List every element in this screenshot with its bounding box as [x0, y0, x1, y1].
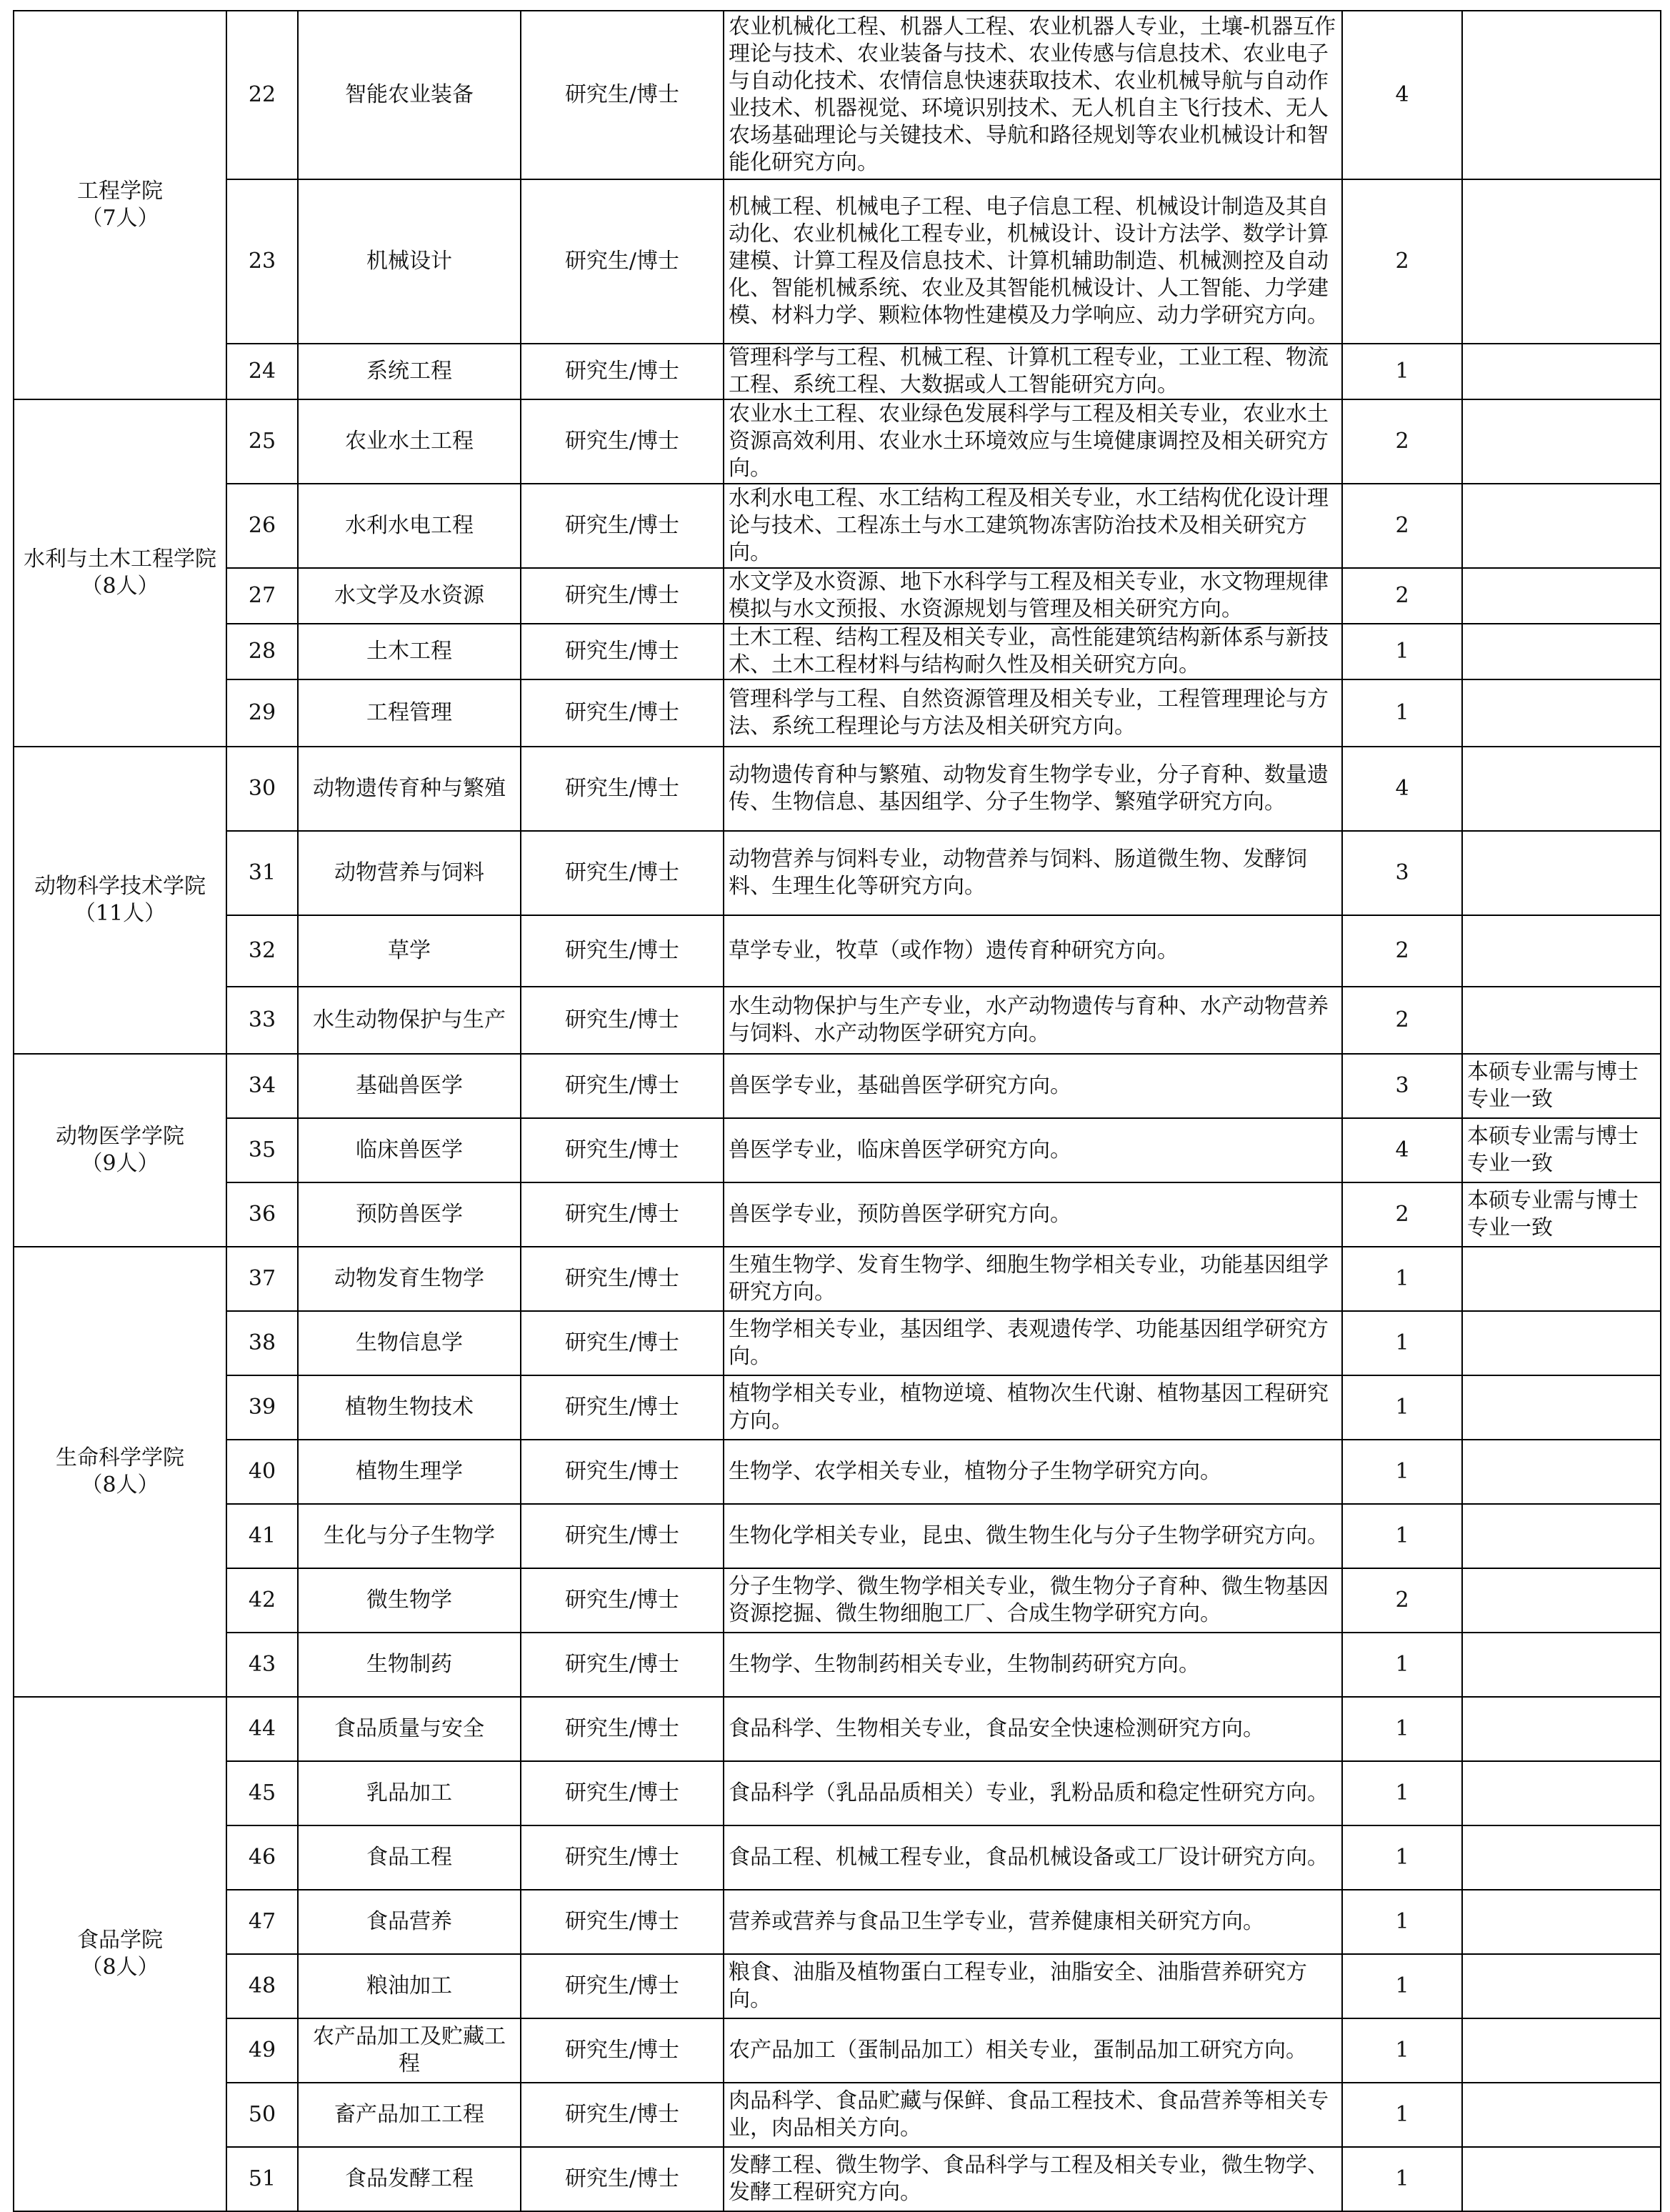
college-count: （8人） — [81, 1473, 159, 1498]
row-number-cell: 43 — [226, 1633, 298, 1697]
requirement-cell: 生物学、生物制药相关专业，生物制药研究方向。 — [724, 1633, 1342, 1697]
row-number-cell: 32 — [226, 915, 298, 987]
note-cell — [1462, 1375, 1661, 1440]
quota-cell: 1 — [1342, 1954, 1462, 2018]
major-cell: 草学 — [298, 915, 521, 987]
degree-cell: 研究生/博士 — [521, 1761, 724, 1825]
note-cell — [1462, 344, 1661, 399]
row-number-cell: 44 — [226, 1697, 298, 1761]
requirement-cell: 生物学、农学相关专业，植物分子生物学研究方向。 — [724, 1440, 1342, 1504]
table-row — [14, 987, 1661, 1054]
table-row — [14, 344, 1661, 399]
table-row — [14, 915, 1661, 987]
row-number-cell: 51 — [226, 2147, 298, 2211]
quota-cell: 1 — [1342, 1504, 1462, 1568]
major-cell: 预防兽医学 — [298, 1182, 521, 1247]
table-row — [14, 11, 1661, 179]
major-cell: 食品营养 — [298, 1890, 521, 1954]
requirement-cell: 草学专业，牧草（或作物）遗传育种研究方向。 — [724, 915, 1342, 987]
table-row — [14, 1954, 1661, 2018]
degree-cell: 研究生/博士 — [521, 2083, 724, 2147]
degree-cell: 研究生/博士 — [521, 624, 724, 679]
note-cell: 本硕专业需与博士专业一致 — [1462, 1054, 1661, 1118]
table-row — [14, 831, 1661, 915]
table-row — [14, 1118, 1661, 1182]
table-row — [14, 484, 1661, 568]
requirement-cell: 水生动物保护与生产专业，水产动物遗传与育种、水产动物营养与饲料、水产动物医学研究方向。 — [724, 987, 1342, 1054]
degree-cell: 研究生/博士 — [521, 1633, 724, 1697]
quota-cell: 2 — [1342, 1182, 1462, 1247]
college-cell — [14, 399, 226, 747]
note-cell — [1462, 1504, 1661, 1568]
note-cell — [1462, 1311, 1661, 1375]
table-row — [14, 1633, 1661, 1697]
major-cell: 系统工程 — [298, 344, 521, 399]
major-cell: 智能农业装备 — [298, 11, 521, 179]
college-name: 生命科学学院 — [56, 1445, 184, 1470]
table-row — [14, 1054, 1661, 1118]
row-number-cell: 29 — [226, 679, 298, 747]
table-row — [14, 1825, 1661, 1890]
row-number-cell: 31 — [226, 831, 298, 915]
college-count: （8人） — [81, 574, 159, 599]
major-cell: 食品工程 — [298, 1825, 521, 1890]
college-count: （9人） — [81, 1151, 159, 1176]
table-row — [14, 1247, 1661, 1311]
quota-cell: 1 — [1342, 1761, 1462, 1825]
quota-cell: 1 — [1342, 2147, 1462, 2211]
table-row — [14, 568, 1661, 624]
note-cell — [1462, 915, 1661, 987]
degree-cell: 研究生/博士 — [521, 1182, 724, 1247]
major-cell: 生物信息学 — [298, 1311, 521, 1375]
college-name: 工程学院 — [77, 179, 163, 204]
table-row — [14, 2018, 1661, 2083]
row-number-cell: 38 — [226, 1311, 298, 1375]
table-row — [14, 1504, 1661, 1568]
degree-cell: 研究生/博士 — [521, 568, 724, 624]
note-cell — [1462, 624, 1661, 679]
major-cell: 土木工程 — [298, 624, 521, 679]
quota-cell: 2 — [1342, 568, 1462, 624]
note-cell — [1462, 1247, 1661, 1311]
requirement-cell: 肉品科学、食品贮藏与保鲜、食品工程技术、食品营养等相关专业，肉品相关方向。 — [724, 2083, 1342, 2147]
degree-cell: 研究生/博士 — [521, 915, 724, 987]
degree-cell: 研究生/博士 — [521, 1697, 724, 1761]
degree-cell: 研究生/博士 — [521, 399, 724, 484]
quota-cell: 1 — [1342, 679, 1462, 747]
degree-cell: 研究生/博士 — [521, 1118, 724, 1182]
table-row — [14, 1440, 1661, 1504]
note-cell — [1462, 399, 1661, 484]
degree-cell: 研究生/博士 — [521, 1954, 724, 2018]
note-cell — [1462, 679, 1661, 747]
major-cell: 乳品加工 — [298, 1761, 521, 1825]
note-cell — [1462, 484, 1661, 568]
note-cell — [1462, 747, 1661, 831]
row-number-cell: 27 — [226, 568, 298, 624]
college-cell — [14, 11, 226, 399]
major-cell: 生物制药 — [298, 1633, 521, 1697]
table-row — [14, 1182, 1661, 1247]
major-cell: 动物营养与饲料 — [298, 831, 521, 915]
note-cell — [1462, 568, 1661, 624]
quota-cell: 3 — [1342, 831, 1462, 915]
college-cell — [14, 1247, 226, 1697]
college-count: （11人） — [74, 901, 166, 926]
table-row — [14, 1890, 1661, 1954]
row-number-cell: 42 — [226, 1568, 298, 1633]
requirement-cell: 发酵工程、微生物学、食品科学与工程及相关专业，微生物学、发酵工程研究方向。 — [724, 2147, 1342, 2211]
college-cell — [14, 1697, 226, 2211]
requirement-cell: 土木工程、结构工程及相关专业，高性能建筑结构新体系与新技术、土木工程材料与结构耐久性及相关研究方向。 — [724, 624, 1342, 679]
quota-cell: 2 — [1342, 484, 1462, 568]
note-cell — [1462, 1440, 1661, 1504]
requirement-cell: 生殖生物学、发育生物学、细胞生物学相关专业，功能基因组学研究方向。 — [724, 1247, 1342, 1311]
row-number-cell: 33 — [226, 987, 298, 1054]
table-row — [14, 2147, 1661, 2211]
recruitment-table — [13, 10, 1661, 2212]
row-number-cell: 24 — [226, 344, 298, 399]
row-number-cell: 49 — [226, 2018, 298, 2083]
quota-cell: 1 — [1342, 1633, 1462, 1697]
quota-cell: 4 — [1342, 11, 1462, 179]
degree-cell: 研究生/博士 — [521, 179, 724, 344]
major-cell: 基础兽医学 — [298, 1054, 521, 1118]
quota-cell: 2 — [1342, 915, 1462, 987]
quota-cell: 4 — [1342, 1118, 1462, 1182]
quota-cell: 1 — [1342, 1375, 1462, 1440]
row-number-cell: 23 — [226, 179, 298, 344]
note-cell — [1462, 11, 1661, 179]
requirement-cell: 生物学相关专业，基因组学、表观遗传学、功能基因组学研究方向。 — [724, 1311, 1342, 1375]
requirement-cell: 生物化学相关专业，昆虫、微生物生化与分子生物学研究方向。 — [724, 1504, 1342, 1568]
table-row — [14, 1311, 1661, 1375]
major-cell: 动物遗传育种与繁殖 — [298, 747, 521, 831]
requirement-cell: 兽医学专业，临床兽医学研究方向。 — [724, 1118, 1342, 1182]
major-cell: 食品发酵工程 — [298, 2147, 521, 2211]
major-cell: 临床兽医学 — [298, 1118, 521, 1182]
degree-cell: 研究生/博士 — [521, 2147, 724, 2211]
quota-cell: 2 — [1342, 987, 1462, 1054]
table-row — [14, 179, 1661, 344]
major-cell: 生化与分子生物学 — [298, 1504, 521, 1568]
table-row — [14, 2083, 1661, 2147]
row-number-cell: 50 — [226, 2083, 298, 2147]
major-cell: 微生物学 — [298, 1568, 521, 1633]
requirement-cell: 水文学及水资源、地下水科学与工程及相关专业，水文物理规律模拟与水文预报、水资源规划与管理及相关研究方向。 — [724, 568, 1342, 624]
degree-cell: 研究生/博士 — [521, 1568, 724, 1633]
note-cell: 本硕专业需与博士专业一致 — [1462, 1182, 1661, 1247]
row-number-cell: 37 — [226, 1247, 298, 1311]
table-row — [14, 399, 1661, 484]
note-cell — [1462, 1890, 1661, 1954]
quota-cell: 4 — [1342, 747, 1462, 831]
requirement-cell: 兽医学专业，基础兽医学研究方向。 — [724, 1054, 1342, 1118]
quota-cell: 1 — [1342, 1440, 1462, 1504]
degree-cell: 研究生/博士 — [521, 831, 724, 915]
row-number-cell: 46 — [226, 1825, 298, 1890]
row-number-cell: 45 — [226, 1761, 298, 1825]
row-number-cell: 41 — [226, 1504, 298, 1568]
requirement-cell: 水利水电工程、水工结构工程及相关专业，水工结构优化设计理论与技术、工程冻土与水工建筑物冻害防治技术及相关研究方向。 — [724, 484, 1342, 568]
note-cell — [1462, 1825, 1661, 1890]
major-cell: 植物生物技术 — [298, 1375, 521, 1440]
degree-cell: 研究生/博士 — [521, 747, 724, 831]
requirement-cell: 食品科学（乳品品质相关）专业，乳粉品质和稳定性研究方向。 — [724, 1761, 1342, 1825]
note-cell: 本硕专业需与博士专业一致 — [1462, 1118, 1661, 1182]
degree-cell: 研究生/博士 — [521, 1311, 724, 1375]
note-cell — [1462, 1568, 1661, 1633]
requirement-cell: 分子生物学、微生物学相关专业，微生物分子育种、微生物基因资源挖掘、微生物细胞工厂、合成生物学研究方向。 — [724, 1568, 1342, 1633]
row-number-cell: 35 — [226, 1118, 298, 1182]
quota-cell: 2 — [1342, 179, 1462, 344]
requirement-cell: 机械工程、机械电子工程、电子信息工程、机械设计制造及其自动化、农业机械化工程专业，机械设计、设计方法学、数学计算建模、计算工程及信息技术、计算机辅助制造、机械测控及自动化、智能机械系统、农业及其智能机械设计、人工智能、力学建模、材料力学、颗粒体物性建模及力学响应、动力学研究方向。 — [724, 179, 1342, 344]
degree-cell: 研究生/博士 — [521, 1825, 724, 1890]
major-cell: 畜产品加工工程 — [298, 2083, 521, 2147]
quota-cell: 1 — [1342, 2083, 1462, 2147]
quota-cell: 1 — [1342, 1825, 1462, 1890]
table-row — [14, 624, 1661, 679]
requirement-cell: 动物营养与饲料专业，动物营养与饲料、肠道微生物、发酵饲料、生理生化等研究方向。 — [724, 831, 1342, 915]
requirement-cell: 农产品加工（蛋制品加工）相关专业，蛋制品加工研究方向。 — [724, 2018, 1342, 2083]
row-number-cell: 28 — [226, 624, 298, 679]
requirement-cell: 植物学相关专业，植物逆境、植物次生代谢、植物基因工程研究方向。 — [724, 1375, 1342, 1440]
row-number-cell: 48 — [226, 1954, 298, 2018]
quota-cell: 1 — [1342, 1247, 1462, 1311]
college-name: 水利与土木工程学院 — [24, 547, 216, 572]
row-number-cell: 47 — [226, 1890, 298, 1954]
requirement-cell: 兽医学专业，预防兽医学研究方向。 — [724, 1182, 1342, 1247]
major-cell: 动物发育生物学 — [298, 1247, 521, 1311]
degree-cell: 研究生/博士 — [521, 1247, 724, 1311]
requirement-cell: 管理科学与工程、机械工程、计算机工程专业，工业工程、物流工程、系统工程、大数据或人工智能研究方向。 — [724, 344, 1342, 399]
college-count: （7人） — [81, 206, 159, 231]
row-number-cell: 36 — [226, 1182, 298, 1247]
degree-cell: 研究生/博士 — [521, 679, 724, 747]
note-cell — [1462, 1761, 1661, 1825]
row-number-cell: 26 — [226, 484, 298, 568]
degree-cell: 研究生/博士 — [521, 1054, 724, 1118]
major-cell: 水文学及水资源 — [298, 568, 521, 624]
major-cell: 工程管理 — [298, 679, 521, 747]
degree-cell: 研究生/博士 — [521, 1890, 724, 1954]
note-cell — [1462, 179, 1661, 344]
major-cell: 粮油加工 — [298, 1954, 521, 2018]
quota-cell: 1 — [1342, 1890, 1462, 1954]
note-cell — [1462, 831, 1661, 915]
requirement-cell: 动物遗传育种与繁殖、动物发育生物学专业，分子育种、数量遗传、生物信息、基因组学、分子生物学、繁殖学研究方向。 — [724, 747, 1342, 831]
row-number-cell: 25 — [226, 399, 298, 484]
degree-cell: 研究生/博士 — [521, 987, 724, 1054]
table-row — [14, 747, 1661, 831]
major-cell: 植物生理学 — [298, 1440, 521, 1504]
degree-cell: 研究生/博士 — [521, 11, 724, 179]
major-cell: 农产品加工及贮藏工程 — [298, 2018, 521, 2083]
table-body — [14, 11, 1661, 2211]
table-row — [14, 679, 1661, 747]
quota-cell: 2 — [1342, 399, 1462, 484]
requirement-cell: 营养或营养与食品卫生学专业，营养健康相关研究方向。 — [724, 1890, 1342, 1954]
quota-cell: 1 — [1342, 1697, 1462, 1761]
quota-cell: 1 — [1342, 344, 1462, 399]
major-cell: 机械设计 — [298, 179, 521, 344]
college-cell — [14, 1054, 226, 1247]
quota-cell: 1 — [1342, 1311, 1462, 1375]
college-name: 动物医学学院 — [56, 1124, 184, 1149]
note-cell — [1462, 987, 1661, 1054]
college-count: （8人） — [81, 1955, 159, 1980]
degree-cell: 研究生/博士 — [521, 484, 724, 568]
note-cell — [1462, 2083, 1661, 2147]
degree-cell: 研究生/博士 — [521, 2018, 724, 2083]
requirement-cell: 管理科学与工程、自然资源管理及相关专业，工程管理理论与方法、系统工程理论与方法及相关研究方向。 — [724, 679, 1342, 747]
degree-cell: 研究生/博士 — [521, 1440, 724, 1504]
table-row — [14, 1375, 1661, 1440]
degree-cell: 研究生/博士 — [521, 1504, 724, 1568]
table-row — [14, 1761, 1661, 1825]
note-cell — [1462, 2147, 1661, 2211]
note-cell — [1462, 1954, 1661, 2018]
quota-cell: 1 — [1342, 624, 1462, 679]
row-number-cell: 40 — [226, 1440, 298, 1504]
degree-cell: 研究生/博士 — [521, 344, 724, 399]
row-number-cell: 30 — [226, 747, 298, 831]
quota-cell: 2 — [1342, 1568, 1462, 1633]
college-name: 动物科学技术学院 — [34, 874, 206, 899]
requirement-cell: 食品科学、生物相关专业，食品安全快速检测研究方向。 — [724, 1697, 1342, 1761]
requirement-cell: 粮食、油脂及植物蛋白工程专业，油脂安全、油脂营养研究方向。 — [724, 1954, 1342, 2018]
degree-cell: 研究生/博士 — [521, 1375, 724, 1440]
row-number-cell: 39 — [226, 1375, 298, 1440]
requirement-cell: 食品工程、机械工程专业，食品机械设备或工厂设计研究方向。 — [724, 1825, 1342, 1890]
quota-cell: 3 — [1342, 1054, 1462, 1118]
major-cell: 水生动物保护与生产 — [298, 987, 521, 1054]
note-cell — [1462, 1633, 1661, 1697]
note-cell — [1462, 1697, 1661, 1761]
row-number-cell: 22 — [226, 11, 298, 179]
major-cell: 农业水土工程 — [298, 399, 521, 484]
major-cell: 水利水电工程 — [298, 484, 521, 568]
table-row — [14, 1697, 1661, 1761]
major-cell: 食品质量与安全 — [298, 1697, 521, 1761]
requirement-cell: 农业水土工程、农业绿色发展科学与工程及相关专业，农业水土资源高效利用、农业水土环境效应与生境健康调控及相关研究方向。 — [724, 399, 1342, 484]
note-cell — [1462, 2018, 1661, 2083]
college-cell — [14, 747, 226, 1054]
row-number-cell: 34 — [226, 1054, 298, 1118]
table-row — [14, 1568, 1661, 1633]
college-name: 食品学院 — [77, 1928, 163, 1953]
quota-cell: 1 — [1342, 2018, 1462, 2083]
requirement-cell: 农业机械化工程、机器人工程、农业机器人专业，土壤-机器互作理论与技术、农业装备与技术、农业传感与信息技术、农业电子与自动化技术、农情信息快速获取技术、农业机械导航与自动作业技术、机器视觉、环境识别技术、无人机自主飞行技术、无人农场基础理论与关键技术、导航和路径规划等农业机械设计和智能化研究方向。 — [724, 11, 1342, 179]
